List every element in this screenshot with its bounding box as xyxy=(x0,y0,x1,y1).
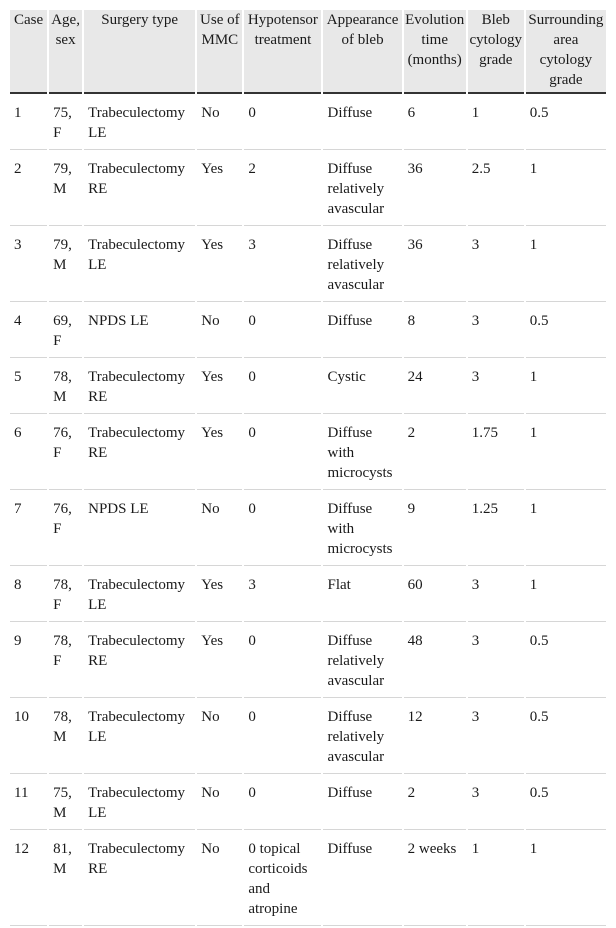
cell-bleb-cytology-grade: 3 xyxy=(468,568,524,622)
cell-age-sex: 78, F xyxy=(49,624,82,698)
cell-case: 3 xyxy=(10,228,47,302)
cell-mmc-use: Yes xyxy=(197,416,242,490)
cell-bleb-cytology-grade: 3 xyxy=(468,776,524,830)
cell-hypotensor-treatment: 0 topical corticoids and atropine xyxy=(244,832,321,926)
cell-mmc-use: Yes xyxy=(197,624,242,698)
cell-bleb-cytology-grade: 3 xyxy=(468,228,524,302)
cell-evolution-time: 36 xyxy=(404,152,466,226)
table-row xyxy=(10,228,606,302)
cell-surrounding-cytology-grade: 0.5 xyxy=(526,304,606,358)
cell-mmc-use: No xyxy=(197,492,242,566)
cell-age-sex: 75, F xyxy=(49,96,82,150)
cell-age-sex: 81, M xyxy=(49,832,82,926)
cell-age-sex: 78, M xyxy=(49,360,82,414)
cell-bleb-appearance: Diffuse relatively avascular xyxy=(323,152,401,226)
cell-surgery-type: Trabeculectomy RE xyxy=(84,360,195,414)
cell-mmc-use: No xyxy=(197,832,242,926)
cell-bleb-appearance: Diffuse relatively avascular xyxy=(323,700,401,774)
cell-hypotensor-treatment: 0 xyxy=(244,492,321,566)
cell-mmc-use: Yes xyxy=(197,360,242,414)
cell-mmc-use: Yes xyxy=(197,568,242,622)
header-row xyxy=(10,10,606,94)
table-row xyxy=(10,304,606,358)
table-row xyxy=(10,776,606,830)
cell-surgery-type: Trabeculectomy LE xyxy=(84,568,195,622)
column-header-age-sex: Age, sex xyxy=(49,10,82,94)
column-header-surrounding-cytology-grade: Surrounding area cytology grade xyxy=(526,10,606,94)
cell-surrounding-cytology-grade: 1 xyxy=(526,228,606,302)
cell-bleb-cytology-grade: 3 xyxy=(468,360,524,414)
cell-surgery-type: Trabeculectomy LE xyxy=(84,96,195,150)
cell-age-sex: 79, M xyxy=(49,228,82,302)
cell-evolution-time: 8 xyxy=(404,304,466,358)
cell-bleb-appearance: Flat xyxy=(323,568,401,622)
cell-bleb-appearance: Diffuse with microcysts xyxy=(323,492,401,566)
cell-bleb-cytology-grade: 1 xyxy=(468,832,524,926)
cell-surgery-type: Trabeculectomy LE xyxy=(84,228,195,302)
cell-bleb-appearance: Diffuse xyxy=(323,832,401,926)
table-body xyxy=(10,96,606,926)
cell-bleb-cytology-grade: 3 xyxy=(468,304,524,358)
cell-surrounding-cytology-grade: 0.5 xyxy=(526,624,606,698)
cell-evolution-time: 2 xyxy=(404,776,466,830)
cell-age-sex: 78, M xyxy=(49,700,82,774)
cell-case: 1 xyxy=(10,96,47,150)
cell-bleb-appearance: Diffuse with microcysts xyxy=(323,416,401,490)
cell-mmc-use: No xyxy=(197,96,242,150)
cell-hypotensor-treatment: 0 xyxy=(244,776,321,830)
cell-surgery-type: Trabeculectomy RE xyxy=(84,152,195,226)
cell-hypotensor-treatment: 0 xyxy=(244,416,321,490)
cell-age-sex: 78, F xyxy=(49,568,82,622)
cell-evolution-time: 2 weeks xyxy=(404,832,466,926)
column-header-bleb-cytology-grade: Bleb cytology grade xyxy=(468,10,524,94)
cell-surgery-type: Trabeculectomy LE xyxy=(84,776,195,830)
cell-case: 9 xyxy=(10,624,47,698)
table-row xyxy=(10,416,606,490)
table-row xyxy=(10,152,606,226)
cell-surrounding-cytology-grade: 1 xyxy=(526,492,606,566)
table-row xyxy=(10,360,606,414)
cell-surrounding-cytology-grade: 1 xyxy=(526,416,606,490)
cell-mmc-use: Yes xyxy=(197,152,242,226)
cell-bleb-appearance: Diffuse xyxy=(323,96,401,150)
cell-case: 2 xyxy=(10,152,47,226)
cell-bleb-appearance: Cystic xyxy=(323,360,401,414)
cell-surrounding-cytology-grade: 0.5 xyxy=(526,776,606,830)
cell-surrounding-cytology-grade: 1 xyxy=(526,568,606,622)
cell-case: 7 xyxy=(10,492,47,566)
column-header-bleb-appearance: Appearance of bleb xyxy=(323,10,401,94)
cell-evolution-time: 24 xyxy=(404,360,466,414)
cell-bleb-cytology-grade: 3 xyxy=(468,700,524,774)
cell-hypotensor-treatment: 0 xyxy=(244,96,321,150)
cell-surrounding-cytology-grade: 1 xyxy=(526,152,606,226)
cell-bleb-cytology-grade: 1 xyxy=(468,96,524,150)
cell-hypotensor-treatment: 0 xyxy=(244,304,321,358)
cell-hypotensor-treatment: 3 xyxy=(244,568,321,622)
cell-surrounding-cytology-grade: 1 xyxy=(526,832,606,926)
cell-mmc-use: No xyxy=(197,304,242,358)
cell-bleb-appearance: Diffuse xyxy=(323,776,401,830)
cell-case: 10 xyxy=(10,700,47,774)
cell-surgery-type: Trabeculectomy LE xyxy=(84,700,195,774)
cell-surgery-type: Trabeculectomy RE xyxy=(84,624,195,698)
column-header-surgery-type: Surgery type xyxy=(84,10,195,94)
cell-bleb-cytology-grade: 3 xyxy=(468,624,524,698)
cell-bleb-cytology-grade: 1.25 xyxy=(468,492,524,566)
cell-bleb-appearance: Diffuse relatively avascular xyxy=(323,228,401,302)
table-row xyxy=(10,96,606,150)
table-row xyxy=(10,832,606,926)
cell-hypotensor-treatment: 0 xyxy=(244,360,321,414)
cell-surgery-type: Trabeculectomy RE xyxy=(84,832,195,926)
cell-surgery-type: NPDS LE xyxy=(84,492,195,566)
cell-hypotensor-treatment: 0 xyxy=(244,624,321,698)
cell-mmc-use: No xyxy=(197,776,242,830)
cell-surrounding-cytology-grade: 1 xyxy=(526,360,606,414)
column-header-mmc-use: Use of MMC xyxy=(197,10,242,94)
cell-hypotensor-treatment: 2 xyxy=(244,152,321,226)
cell-mmc-use: No xyxy=(197,700,242,774)
cell-mmc-use: Yes xyxy=(197,228,242,302)
cell-case: 6 xyxy=(10,416,47,490)
cell-evolution-time: 6 xyxy=(404,96,466,150)
table-row xyxy=(10,624,606,698)
cell-evolution-time: 2 xyxy=(404,416,466,490)
cell-hypotensor-treatment: 3 xyxy=(244,228,321,302)
cell-bleb-appearance: Diffuse xyxy=(323,304,401,358)
cell-age-sex: 79, M xyxy=(49,152,82,226)
cell-age-sex: 76, F xyxy=(49,416,82,490)
table-row xyxy=(10,700,606,774)
bleb-cytology-table xyxy=(8,8,608,928)
cell-hypotensor-treatment: 0 xyxy=(244,700,321,774)
cell-evolution-time: 48 xyxy=(404,624,466,698)
cell-evolution-time: 9 xyxy=(404,492,466,566)
cell-case: 8 xyxy=(10,568,47,622)
column-header-hypotensor-treatment: Hypotensor treatment xyxy=(244,10,321,94)
table-row xyxy=(10,568,606,622)
cell-age-sex: 75, M xyxy=(49,776,82,830)
table-header xyxy=(10,10,606,94)
cell-case: 5 xyxy=(10,360,47,414)
cell-evolution-time: 60 xyxy=(404,568,466,622)
cell-surrounding-cytology-grade: 0.5 xyxy=(526,96,606,150)
cell-bleb-cytology-grade: 2.5 xyxy=(468,152,524,226)
cell-case: 11 xyxy=(10,776,47,830)
cell-age-sex: 69, F xyxy=(49,304,82,358)
column-header-evolution-time: Evolution time (months) xyxy=(404,10,466,94)
cell-case: 4 xyxy=(10,304,47,358)
cell-bleb-appearance: Diffuse relatively avascular xyxy=(323,624,401,698)
cell-surgery-type: NPDS LE xyxy=(84,304,195,358)
cell-evolution-time: 36 xyxy=(404,228,466,302)
table-row xyxy=(10,492,606,566)
cell-age-sex: 76, F xyxy=(49,492,82,566)
cell-surrounding-cytology-grade: 0.5 xyxy=(526,700,606,774)
cell-case: 12 xyxy=(10,832,47,926)
cell-bleb-cytology-grade: 1.75 xyxy=(468,416,524,490)
column-header-case: Case xyxy=(10,10,47,94)
cell-surgery-type: Trabeculectomy RE xyxy=(84,416,195,490)
cell-evolution-time: 12 xyxy=(404,700,466,774)
